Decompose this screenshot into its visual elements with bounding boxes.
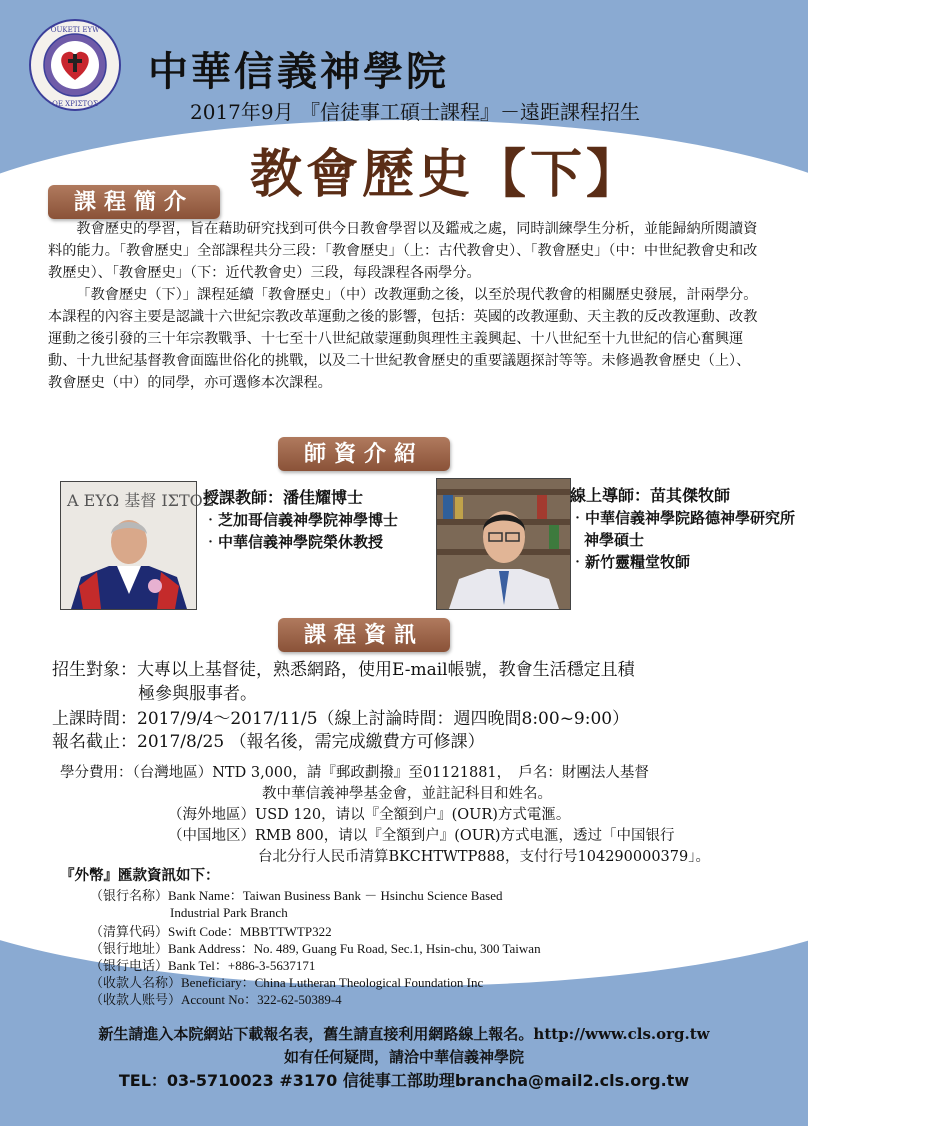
registration-deadline: 報名截止：2017/8/25 （報名後，需完成繳費方可修課） xyxy=(52,732,485,752)
teacher-portrait-image xyxy=(61,482,215,609)
tutor-photo xyxy=(436,478,571,610)
tutor-credential: ‧中華信義神學院路德神學研究所神學碩士 xyxy=(570,509,796,549)
account-number: （收款人账号）Account No：322-62-50389-4 xyxy=(90,992,342,1007)
foreign-remittance-title: 『外幣』匯款資訊如下： xyxy=(60,867,220,884)
tutor-credential: ‧新竹靈糧堂牧師 xyxy=(570,553,691,571)
section-title-teachers: 師資介紹 xyxy=(278,437,450,471)
bank-name-cont: Industrial Park Branch xyxy=(170,905,288,920)
footer-tel-email: TEL：03-5710023 #3170 信徒事工部助理brancha@mail2.cls.org.tw xyxy=(118,1071,690,1090)
instructor-info xyxy=(203,487,433,553)
program-subtitle: 2017年9月 『信徒事工碩士課程』－遠距課程招生 xyxy=(190,100,640,124)
beneficiary: （收款人名称）Beneficiary：China Lutheran Theological Foundation Inc xyxy=(90,975,484,990)
bank-tel: （银行电话）Bank Tel：+886-3-5637171 xyxy=(90,958,316,973)
tuition-taiwan-cont: 教中華信義神學基金會，並註記科目和姓名。 xyxy=(262,786,552,802)
logo-ring-top: OUKETI EYW xyxy=(50,26,100,34)
instructor-credential: ‧中華信義神學院榮休教授 xyxy=(203,533,384,551)
tutor-info xyxy=(570,485,800,573)
enrollment-target-cont: 極參與服事者。 xyxy=(138,684,257,704)
photo-wall-text: A ΕΥΩ 基督 ΙΣΤΟΣ xyxy=(67,491,215,510)
tuition-overseas: （海外地區）USD 120，请以『全額到户』(OUR)方式電滙。 xyxy=(168,807,571,823)
class-time: 上課時間：2017/9/4～2017/11/5（線上討論時間：週四晚間8:00~9:00） xyxy=(52,709,630,729)
footer-registration: 新生請進入本院網站下載報名表，舊生請直接利用網路線上報名。http://www.cls.org.tw xyxy=(98,1025,710,1043)
tutor-portrait-image xyxy=(437,479,570,609)
tuition-china: （中国地区）RMB 800，请以『全額到户』(OUR)方式电滙，透过「中国银行 xyxy=(168,828,675,844)
section-title-intro: 課程簡介 xyxy=(48,185,220,219)
footer-contact: 如有任何疑問，請洽中華信義神學院 xyxy=(283,1048,524,1066)
tuition-taiwan: 學分費用：（台灣地區）NTD 3,000，請『郵政劃撥』至01121881， 戶名：財團法人基督 xyxy=(60,765,649,781)
course-intro xyxy=(48,218,760,394)
bank-address: （银行地址）Bank Address：No. 489, Guang Fu Road, Sec.1, Hsin-chu, 300 Taiwan xyxy=(90,941,541,956)
seminary-logo xyxy=(28,18,122,112)
swift-code: （清算代码）Swift Code：MBBTTWTP322 xyxy=(90,924,332,939)
logo-ring-bottom: OE XPIΣTOΣ xyxy=(52,100,98,108)
instructor-credential: ‧芝加哥信義神學院神學博士 xyxy=(203,511,399,529)
intro-paragraph: 「教會歷史（下）」課程延續「教會歷史」（中）改教運動之後，以至於現代教會的相關歷史發展，計兩學分。本課程的內容主要是認識十六世紀宗教改革運動之後的影響，包括：英國的改教運動、天主教的反改教運動、改教運動之後引發的三十年宗教戰爭、十七至十八世紀啟蒙運動與理性主義興起、十八世紀至十九世紀的信心奮興運動、十九世紀基督教會面臨世俗化的挑戰，以及二十世紀教會歷史的重要議題探討等等。未修過教會歷史（上）、教會歷史（中）的同學，亦可選修本次課程。 xyxy=(48,287,758,391)
enrollment-target: 招生對象：大專以上基督徒，熟悉網路，使用E-mail帳號，教會生活穩定且積 xyxy=(52,660,635,680)
section-title-info: 課程資訊 xyxy=(278,618,450,652)
intro-paragraph: 教會歷史的學習，旨在藉助研究找到可供今日教會學習以及鑑戒之處，同時訓練學生分析，並能歸納所閱讀資料的能力。「教會歷史」全部課程共分三段：「教會歷史」（上：古代教會史）、「教會歷史」（中：中世紀教會史和改教歷史）、「教會歷史」（下：近代教會史）三段，每段課程各兩學分。 xyxy=(48,221,758,281)
teacher-photo xyxy=(60,481,215,610)
tuition-china-cont: 台北分行人民币清算BKCHTWTP888，支付行号104290000379」。 xyxy=(258,849,710,865)
school-name: 中華信義神學院 xyxy=(148,49,449,95)
bank-name: （银行名称）Bank Name：Taiwan Business Bank － Hsinchu Science Based xyxy=(90,888,503,903)
course-title: 教會歷史【下】 xyxy=(250,145,643,205)
instructor-name: 授課教師：潘佳耀博士 xyxy=(203,488,364,507)
tutor-name: 線上導師：苗其傑牧師 xyxy=(570,486,731,505)
